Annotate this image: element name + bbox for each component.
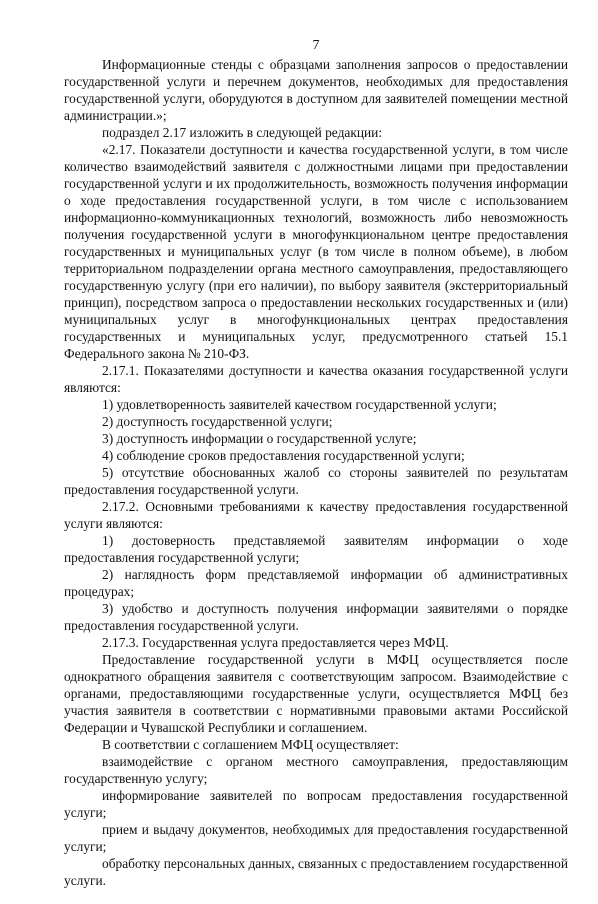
paragraph: 2.17.3. Государственная услуга предоставляется через МФЦ. (102, 635, 449, 650)
paragraph: Информационные стенды с образцами заполнения запросов о предоставлении государственной услуги и перечнем документов, необходимых для предоставления государственной услуги, оборудуются в доступном для заявителей помещении местной администрации.»; (64, 57, 568, 123)
list-item: 2) наглядность форм представляемой информации об административных процедурах; (64, 567, 568, 599)
page-number: 7 (312, 38, 320, 53)
list-item: 1) удовлетворенность заявителей качеством государственной услуги; (102, 397, 497, 412)
list-item: обработку персональных данных, связанных с предоставлением государственной услуги. (64, 856, 568, 888)
list-item: 2) доступность государственной услуги; (102, 414, 333, 429)
list-item: 3) доступность информации о государственной услуге; (102, 431, 417, 446)
list-item: прием и выдачу документов, необходимых для предоставления государственной услуги; (64, 822, 568, 854)
list-item: 4) соблюдение сроков предоставления государственной услуги; (102, 448, 465, 463)
document-body (64, 56, 568, 889)
paragraph: 2.17.2. Основными требованиями к качеству предоставления государственной услуги являются: (64, 499, 568, 531)
list-item: 5) отсутствие обоснованных жалоб со стороны заявителей по результатам предоставления государственной услуги. (64, 465, 568, 497)
list-item: информирование заявителей по вопросам предоставления государственной услуги; (64, 788, 568, 820)
paragraph: подраздел 2.17 изложить в следующей редакции: (102, 125, 383, 140)
list-item: 1) достоверность представляемой заявителям информации о ходе предоставления государственной услуги; (64, 533, 568, 565)
paragraph: В соответствии с соглашением МФЦ осуществляет: (102, 737, 399, 752)
paragraph: «2.17. Показатели доступности и качества государственной услуги, в том числе количество взаимодействий заявителя с должностными лицами при предоставлении государственной услуги и их продолжительность, возможность получения информации о ходе предоставления государственной услуги, в том числе с использованием информационно-коммуникационных технологий, возможность либо невозможность получения государственной услуги в многофункциональном центре предоставления государственных и муниципальных услуг (в том числе в полном объеме), в любом территориальном подразделении органа местного самоуправления, предоставляющего государственную услугу (при его наличии), по выбору заявителя (экстерриториальный принцип), посредством запроса о предоставлении нескольких государственных и (или) муниципальных услуг в многофункциональных центрах предоставления государственных и муниципальных услуг, предусмотренного статьей 15.1 Федерального закона № 210-ФЗ. (64, 142, 568, 361)
list-item: 3) удобство и доступность получения информации заявителями о порядке предоставления государственной услуги. (64, 601, 568, 633)
list-item: взаимодействие с органом местного самоуправления, предоставляющим государственную услугу; (64, 754, 568, 786)
paragraph: 2.17.1. Показателями доступности и качества оказания государственной услуги являются: (64, 363, 568, 395)
paragraph: Предоставление государственной услуги в МФЦ осуществляется после однократного обращения заявителя с соответствующим запросом. Взаимодействие с органами, предоставляющими государственные услуги, осуществляется МФЦ без участия заявителя в соответствии с нормативными правовыми актами Российской Федерации и Чувашской Республики и соглашением. (64, 652, 568, 735)
